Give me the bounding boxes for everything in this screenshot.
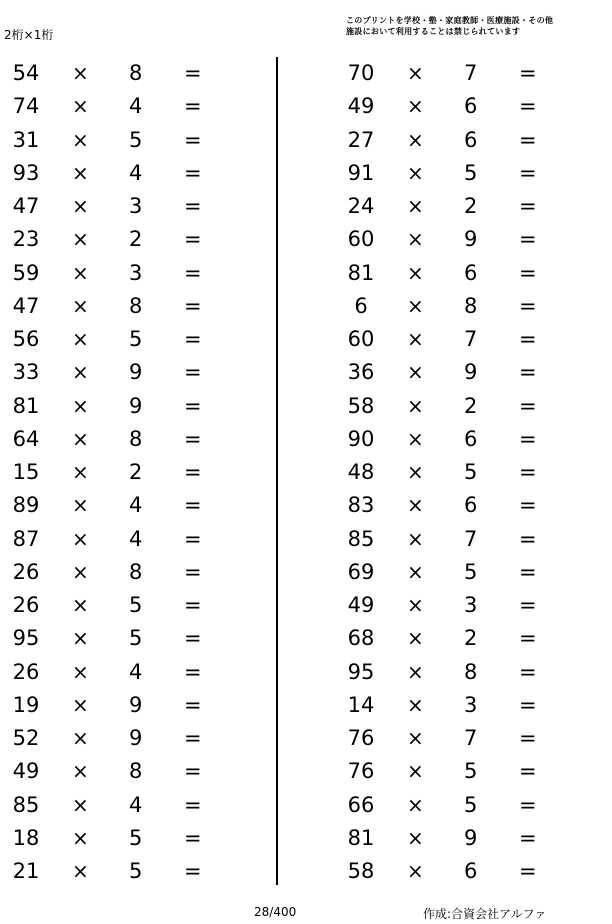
first-operand: 52 (12, 726, 40, 750)
equals-sign: = (519, 94, 537, 119)
multiply-sign: × (407, 160, 424, 185)
second-operand: 6 (464, 94, 478, 119)
second-operand: 4 (129, 659, 143, 684)
multiply-sign: × (72, 127, 89, 152)
multiply-sign: × (72, 327, 89, 351)
second-operand: 7 (464, 327, 478, 351)
second-operand: 8 (129, 293, 143, 318)
equals-sign: = (519, 61, 537, 85)
multiply-sign: × (407, 393, 424, 418)
second-operand: 8 (129, 759, 143, 784)
equals-sign: = (519, 726, 537, 750)
equals-sign: = (184, 360, 202, 385)
problem-row (335, 656, 585, 689)
second-operand: 5 (464, 559, 478, 584)
equals-sign: = (519, 426, 537, 451)
equals-sign: = (519, 559, 537, 584)
second-operand: 7 (464, 526, 478, 551)
problem-row (0, 822, 250, 855)
problem-row (335, 223, 585, 256)
first-operand: 95 (347, 659, 375, 684)
problem-row (0, 722, 250, 755)
equals-sign: = (184, 426, 202, 451)
notice-line-1: このプリントを学校・塾・家庭教師・医療施設・その他 (346, 16, 554, 25)
problem-column-right (335, 57, 585, 888)
second-operand: 8 (129, 61, 143, 85)
first-operand: 49 (347, 593, 375, 617)
second-operand: 9 (464, 227, 478, 252)
problem-row (335, 323, 585, 356)
second-operand: 5 (464, 759, 478, 784)
equals-sign: = (184, 260, 202, 285)
equals-sign: = (184, 792, 202, 817)
equals-sign: = (519, 227, 537, 252)
multiply-sign: × (72, 94, 89, 119)
problem-row (335, 157, 585, 190)
multiply-sign: × (407, 327, 424, 351)
problem-row (335, 523, 585, 556)
problem-row (335, 190, 585, 223)
first-operand: 85 (12, 792, 40, 817)
equals-sign: = (184, 194, 202, 218)
problem-row (0, 656, 250, 689)
first-operand: 54 (12, 61, 40, 85)
equals-sign: = (519, 692, 537, 717)
multiply-sign: × (72, 260, 89, 285)
second-operand: 9 (129, 692, 143, 717)
second-operand: 3 (129, 260, 143, 285)
first-operand: 93 (12, 160, 40, 185)
multiply-sign: × (407, 493, 424, 518)
multiply-sign: × (72, 692, 89, 717)
second-operand: 9 (129, 360, 143, 385)
equals-sign: = (184, 293, 202, 318)
equals-sign: = (184, 859, 202, 883)
first-operand: 64 (12, 426, 40, 451)
second-operand: 8 (129, 559, 143, 584)
problem-column-left (0, 57, 250, 888)
first-operand: 81 (12, 393, 40, 418)
equals-sign: = (184, 759, 202, 784)
equals-sign: = (519, 127, 537, 152)
first-operand: 47 (12, 293, 40, 318)
equals-sign: = (519, 526, 537, 551)
problem-row (0, 689, 250, 722)
first-operand: 95 (12, 626, 40, 651)
equals-sign: = (184, 94, 202, 119)
first-operand: 76 (347, 726, 375, 750)
first-operand: 81 (347, 825, 375, 850)
second-operand: 5 (464, 460, 478, 484)
problem-row (0, 423, 250, 456)
first-operand: 70 (347, 61, 375, 85)
first-operand: 90 (347, 426, 375, 451)
first-operand: 26 (12, 659, 40, 684)
multiply-sign: × (407, 61, 424, 85)
worksheet-title: 2桁×1桁 (4, 28, 54, 42)
second-operand: 5 (464, 792, 478, 817)
problem-row (0, 589, 250, 622)
problem-row (0, 556, 250, 589)
first-operand: 31 (12, 127, 40, 152)
equals-sign: = (519, 659, 537, 684)
problem-row (335, 57, 585, 90)
first-operand: 49 (12, 759, 40, 784)
problem-row (335, 456, 585, 489)
problem-row (0, 323, 250, 356)
second-operand: 2 (464, 393, 478, 418)
multiply-sign: × (407, 692, 424, 717)
problem-row (0, 124, 250, 157)
second-operand: 6 (464, 493, 478, 518)
multiply-sign: × (407, 759, 424, 784)
problem-row (0, 489, 250, 522)
equals-sign: = (184, 626, 202, 651)
second-operand: 6 (464, 260, 478, 285)
usage-notice (346, 15, 586, 37)
first-operand: 58 (347, 393, 375, 418)
problem-row (335, 722, 585, 755)
problem-row (335, 789, 585, 822)
equals-sign: = (184, 559, 202, 584)
multiply-sign: × (72, 293, 89, 318)
problem-row (0, 57, 250, 90)
problem-row (0, 456, 250, 489)
multiply-sign: × (407, 360, 424, 385)
equals-sign: = (184, 659, 202, 684)
multiply-sign: × (407, 426, 424, 451)
equals-sign: = (519, 759, 537, 784)
multiply-sign: × (72, 792, 89, 817)
first-operand: 66 (347, 792, 375, 817)
multiply-sign: × (72, 759, 89, 784)
multiply-sign: × (407, 526, 424, 551)
second-operand: 3 (129, 194, 143, 218)
second-operand: 8 (129, 426, 143, 451)
problem-row (335, 556, 585, 589)
equals-sign: = (519, 360, 537, 385)
second-operand: 7 (464, 726, 478, 750)
second-operand: 7 (464, 61, 478, 85)
second-operand: 6 (464, 426, 478, 451)
problem-row (335, 356, 585, 389)
equals-sign: = (519, 194, 537, 218)
first-operand: 33 (12, 360, 40, 385)
problem-row (335, 622, 585, 655)
equals-sign: = (184, 460, 202, 484)
multiply-sign: × (72, 659, 89, 684)
problem-row (335, 390, 585, 423)
second-operand: 6 (464, 859, 478, 883)
equals-sign: = (184, 692, 202, 717)
equals-sign: = (184, 526, 202, 551)
multiply-sign: × (407, 726, 424, 750)
multiply-sign: × (72, 360, 89, 385)
first-operand: 15 (12, 460, 40, 484)
author-credit: 作成:合資会社アルファ (423, 907, 547, 921)
second-operand: 3 (464, 692, 478, 717)
second-operand: 2 (464, 626, 478, 651)
problem-row (335, 855, 585, 888)
second-operand: 4 (129, 792, 143, 817)
first-operand: 36 (347, 360, 375, 385)
page-number: 28/400 (254, 905, 297, 919)
first-operand: 87 (12, 526, 40, 551)
multiply-sign: × (407, 227, 424, 252)
multiply-sign: × (72, 61, 89, 85)
problem-row (335, 423, 585, 456)
equals-sign: = (519, 825, 537, 850)
first-operand: 60 (347, 327, 375, 351)
second-operand: 8 (464, 659, 478, 684)
second-operand: 2 (129, 460, 143, 484)
problem-row (0, 390, 250, 423)
second-operand: 5 (129, 593, 143, 617)
second-operand: 3 (464, 593, 478, 617)
problem-row (0, 356, 250, 389)
equals-sign: = (519, 460, 537, 484)
multiply-sign: × (72, 626, 89, 651)
multiply-sign: × (72, 493, 89, 518)
first-operand: 89 (12, 493, 40, 518)
multiply-sign: × (407, 659, 424, 684)
problem-row (335, 290, 585, 323)
second-operand: 2 (129, 227, 143, 252)
multiply-sign: × (407, 293, 424, 318)
equals-sign: = (184, 726, 202, 750)
equals-sign: = (184, 327, 202, 351)
equals-sign: = (519, 626, 537, 651)
equals-sign: = (519, 493, 537, 518)
equals-sign: = (184, 493, 202, 518)
first-operand: 58 (347, 859, 375, 883)
multiply-sign: × (407, 825, 424, 850)
equals-sign: = (519, 327, 537, 351)
first-operand: 26 (12, 559, 40, 584)
problem-row (0, 523, 250, 556)
multiply-sign: × (72, 227, 89, 252)
second-operand: 5 (129, 127, 143, 152)
problem-row (335, 689, 585, 722)
first-operand: 24 (347, 194, 375, 218)
multiply-sign: × (72, 559, 89, 584)
problem-row (0, 157, 250, 190)
second-operand: 5 (129, 859, 143, 883)
second-operand: 5 (464, 160, 478, 185)
multiply-sign: × (72, 460, 89, 484)
first-operand: 49 (347, 94, 375, 119)
second-operand: 4 (129, 94, 143, 119)
first-operand: 14 (347, 692, 375, 717)
notice-line-2: 施設において利用することは禁じられています (346, 27, 521, 36)
second-operand: 5 (129, 626, 143, 651)
equals-sign: = (519, 293, 537, 318)
problem-row (0, 755, 250, 788)
first-operand: 81 (347, 260, 375, 285)
problem-row (0, 855, 250, 888)
multiply-sign: × (72, 526, 89, 551)
equals-sign: = (184, 127, 202, 152)
multiply-sign: × (72, 393, 89, 418)
first-operand: 60 (347, 227, 375, 252)
second-operand: 8 (464, 293, 478, 318)
equals-sign: = (184, 61, 202, 85)
multiply-sign: × (72, 825, 89, 850)
multiply-sign: × (72, 726, 89, 750)
problem-row (0, 223, 250, 256)
first-operand: 18 (12, 825, 40, 850)
multiply-sign: × (407, 559, 424, 584)
equals-sign: = (184, 160, 202, 185)
first-operand: 19 (12, 692, 40, 717)
column-divider (276, 57, 278, 885)
problem-row (0, 190, 250, 223)
problem-row (335, 124, 585, 157)
first-operand: 83 (347, 493, 375, 518)
equals-sign: = (519, 859, 537, 883)
equals-sign: = (184, 825, 202, 850)
equals-sign: = (184, 593, 202, 617)
problem-row (0, 290, 250, 323)
second-operand: 9 (464, 360, 478, 385)
second-operand: 6 (464, 127, 478, 152)
multiply-sign: × (407, 194, 424, 218)
equals-sign: = (184, 227, 202, 252)
first-operand: 26 (12, 593, 40, 617)
equals-sign: = (519, 160, 537, 185)
first-operand: 47 (12, 194, 40, 218)
first-operand: 23 (12, 227, 40, 252)
second-operand: 9 (129, 393, 143, 418)
first-operand: 48 (347, 460, 375, 484)
multiply-sign: × (407, 460, 424, 484)
problem-row (0, 257, 250, 290)
second-operand: 5 (129, 825, 143, 850)
second-operand: 5 (129, 327, 143, 351)
first-operand: 27 (347, 127, 375, 152)
equals-sign: = (519, 260, 537, 285)
multiply-sign: × (72, 160, 89, 185)
second-operand: 4 (129, 160, 143, 185)
equals-sign: = (519, 593, 537, 617)
multiply-sign: × (407, 260, 424, 285)
problem-row (0, 622, 250, 655)
equals-sign: = (519, 792, 537, 817)
first-operand: 69 (347, 559, 375, 584)
first-operand: 85 (347, 526, 375, 551)
first-operand: 6 (354, 293, 368, 318)
first-operand: 56 (12, 327, 40, 351)
problem-row (335, 90, 585, 123)
multiply-sign: × (407, 127, 424, 152)
second-operand: 4 (129, 493, 143, 518)
multiply-sign: × (407, 792, 424, 817)
multiply-sign: × (407, 859, 424, 883)
second-operand: 2 (464, 194, 478, 218)
problem-row (0, 90, 250, 123)
multiply-sign: × (72, 593, 89, 617)
multiply-sign: × (72, 426, 89, 451)
first-operand: 91 (347, 160, 375, 185)
problem-row (335, 822, 585, 855)
second-operand: 9 (464, 825, 478, 850)
problem-row (335, 755, 585, 788)
first-operand: 76 (347, 759, 375, 784)
multiply-sign: × (407, 626, 424, 651)
problem-row (0, 789, 250, 822)
multiply-sign: × (407, 94, 424, 119)
multiply-sign: × (72, 194, 89, 218)
first-operand: 59 (12, 260, 40, 285)
problem-row (335, 489, 585, 522)
problem-row (335, 589, 585, 622)
second-operand: 4 (129, 526, 143, 551)
first-operand: 68 (347, 626, 375, 651)
equals-sign: = (519, 393, 537, 418)
multiply-sign: × (72, 859, 89, 883)
first-operand: 74 (12, 94, 40, 119)
second-operand: 9 (129, 726, 143, 750)
equals-sign: = (184, 393, 202, 418)
problem-row (335, 257, 585, 290)
multiply-sign: × (407, 593, 424, 617)
first-operand: 21 (12, 859, 40, 883)
